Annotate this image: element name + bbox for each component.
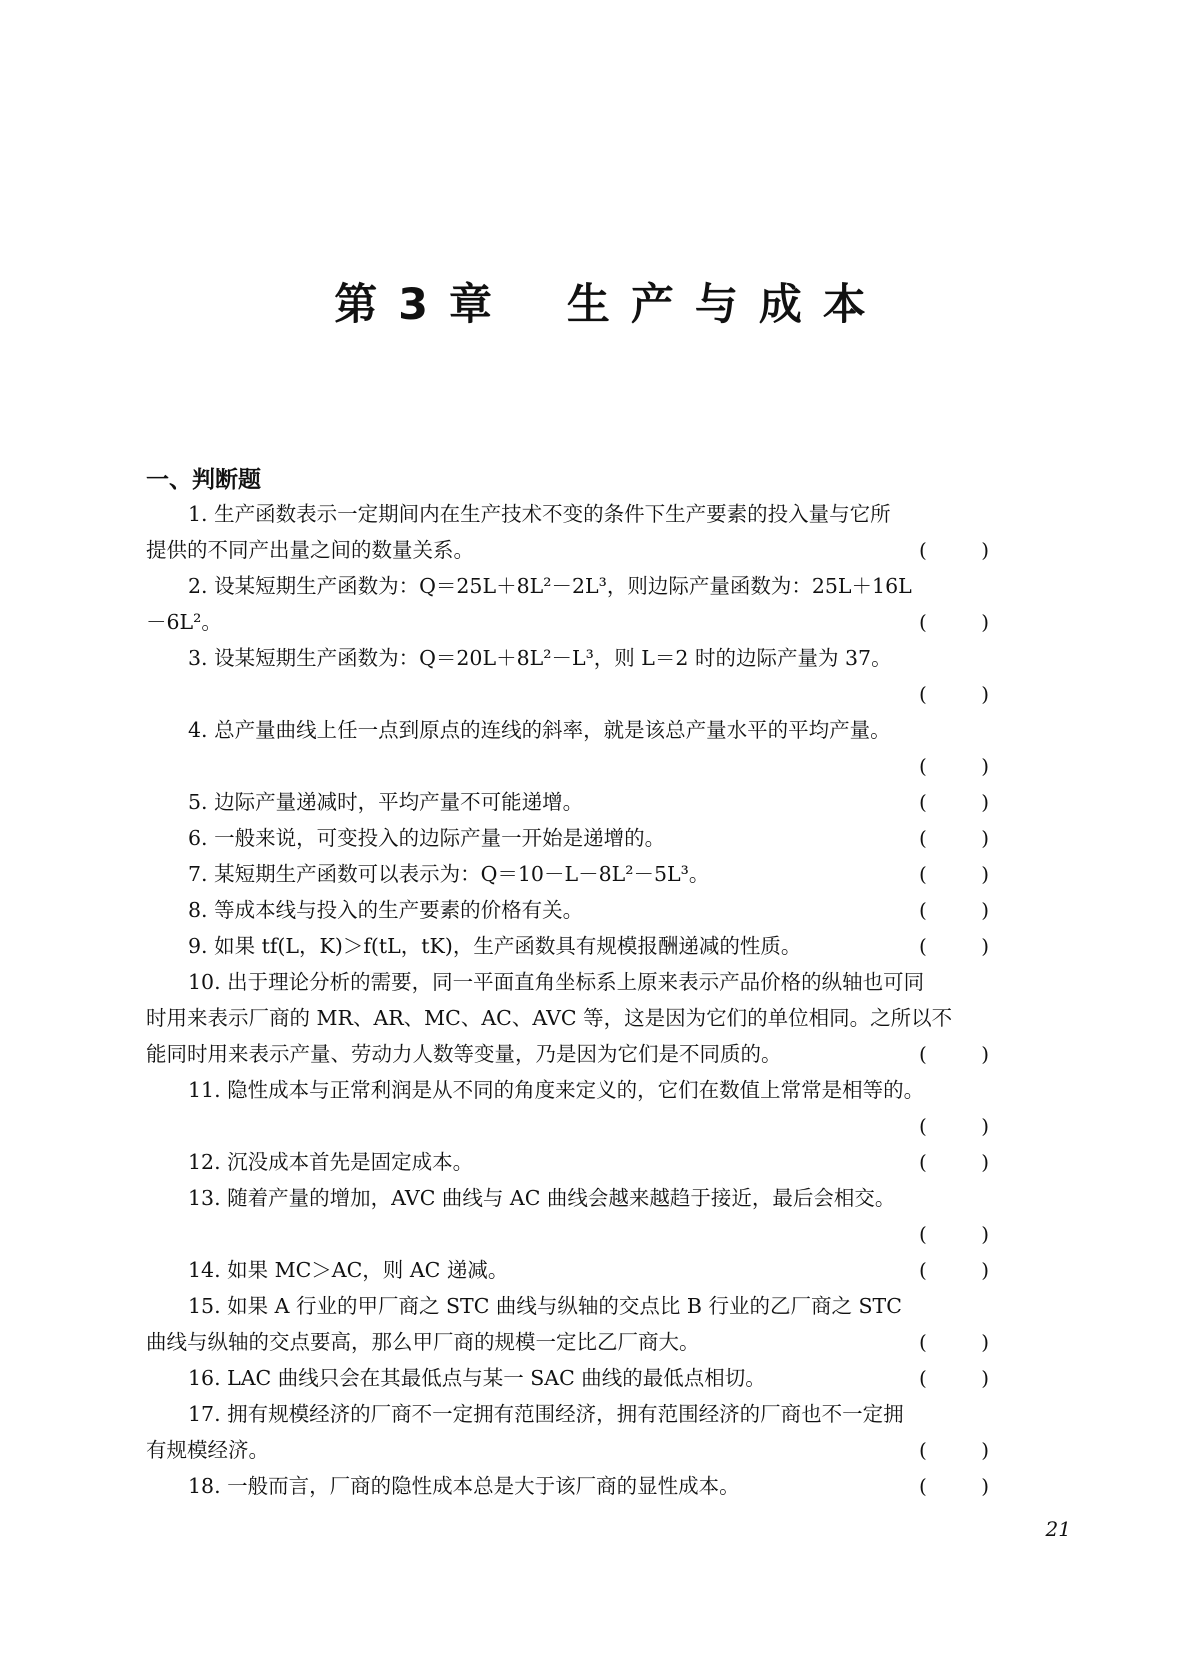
question-item [146,1468,989,1504]
question-item [146,784,989,820]
answer-paren-open: ( [919,1150,927,1174]
answer-paren-open: ( [919,1438,927,1462]
answer-paren-open: ( [919,1114,927,1138]
question-item [146,712,989,784]
answer-paren-close: ) [981,1150,989,1174]
question-item [146,1144,989,1180]
answer-blank[interactable] [919,1036,989,1072]
question-line [146,712,989,748]
answer-paren-close: ) [981,1114,989,1138]
question-line [146,676,989,712]
question-text: 17. 拥有规模经济的厂商不一定拥有范围经济，拥有范围经济的厂商也不一定拥 [188,1402,904,1426]
question-item [146,640,989,712]
question-line [146,820,989,856]
answer-paren-close: ) [981,1366,989,1390]
question-line [146,1000,989,1036]
question-text: 15. 如果 A 行业的甲厂商之 STC 曲线与纵轴的交点比 B 行业的乙厂商之 STC [188,1294,902,1318]
answer-blank[interactable] [919,784,989,820]
answer-paren-open: ( [919,826,927,850]
question-line [146,1468,989,1504]
answer-blank[interactable] [919,532,989,568]
question-text: 3. 设某短期生产函数为：Q＝20L＋8L²－L³，则 L＝2 时的边际产量为 37。 [188,646,892,670]
question-line [146,604,989,640]
answer-paren-close: ) [981,1474,989,1498]
question-line [146,748,989,784]
answer-paren-open: ( [919,1222,927,1246]
question-list [146,496,989,1504]
question-line [146,1108,989,1144]
question-text: 13. 随着产量的增加，AVC 曲线与 AC 曲线会越来越趋于接近，最后会相交。 [188,1186,896,1210]
question-line [146,1072,989,1108]
question-text: 14. 如果 MC＞AC，则 AC 递减。 [188,1258,509,1282]
answer-paren-open: ( [919,898,927,922]
question-item [146,496,989,568]
question-item [146,1288,989,1360]
answer-paren-open: ( [919,1258,927,1282]
question-text: 时用来表示厂商的 MR、AR、MC、AC、AVC 等，这是因为它们的单位相同。之所以不 [146,1006,953,1030]
answer-paren-open: ( [919,610,927,634]
question-line [146,496,989,532]
question-item [146,964,989,1072]
question-item [146,1360,989,1396]
question-item [146,820,989,856]
answer-paren-close: ) [981,610,989,634]
question-line [146,1360,989,1396]
question-text: 5. 边际产量递减时，平均产量不可能递增。 [188,790,584,814]
answer-paren-open: ( [919,754,927,778]
answer-blank[interactable] [919,1360,989,1396]
question-item [146,856,989,892]
question-line [146,1288,989,1324]
question-line [146,928,989,964]
answer-paren-close: ) [981,1042,989,1066]
question-text: 6. 一般来说，可变投入的边际产量一开始是递增的。 [188,826,666,850]
question-item [146,892,989,928]
question-text: 4. 总产量曲线上任一点到原点的连线的斜率，就是该总产量水平的平均产量。 [188,718,891,742]
question-line [146,1324,989,1360]
question-line [146,1036,989,1072]
question-line [146,784,989,820]
answer-blank[interactable] [919,748,989,784]
question-text: 2. 设某短期生产函数为：Q＝25L＋8L²－2L³，则边际产量函数为：25L＋16L [188,574,912,598]
question-text: 7. 某短期生产函数可以表示为：Q＝10－L－8L²－5L³。 [188,862,710,886]
question-line [146,1252,989,1288]
answer-blank[interactable] [919,1324,989,1360]
question-item [146,1252,989,1288]
question-line [146,1144,989,1180]
answer-blank[interactable] [919,928,989,964]
answer-paren-open: ( [919,862,927,886]
answer-paren-close: ) [981,934,989,958]
section-heading: 一、判断题 [146,467,261,494]
answer-blank[interactable] [919,820,989,856]
question-line [146,856,989,892]
question-line [146,532,989,568]
answer-blank[interactable] [919,1144,989,1180]
question-item [146,1396,989,1468]
question-text: 能同时用来表示产量、劳动力人数等变量，乃是因为它们是不同质的。 [146,1042,782,1066]
answer-paren-open: ( [919,538,927,562]
question-line [146,568,989,604]
question-item [146,568,989,640]
question-text: 提供的不同产出量之间的数量关系。 [146,538,474,562]
answer-paren-close: ) [981,898,989,922]
question-line [146,964,989,1000]
question-line [146,1180,989,1216]
question-text: 18. 一般而言，厂商的隐性成本总是大于该厂商的显性成本。 [188,1474,740,1498]
answer-blank[interactable] [919,892,989,928]
answer-paren-close: ) [981,1258,989,1282]
answer-blank[interactable] [919,1252,989,1288]
answer-paren-close: ) [981,1222,989,1246]
question-line [146,1396,989,1432]
answer-paren-close: ) [981,1438,989,1462]
answer-paren-open: ( [919,1330,927,1354]
answer-paren-open: ( [919,1474,927,1498]
question-text: 9. 如果 tf(L，K)＞f(tL，tK)，生产函数具有规模报酬递减的性质。 [188,934,802,958]
question-text: 16. LAC 曲线只会在其最低点与某一 SAC 曲线的最低点相切。 [188,1366,766,1390]
answer-blank[interactable] [919,676,989,712]
question-text: 有规模经济。 [146,1438,269,1462]
question-text: 11. 隐性成本与正常利润是从不同的角度来定义的，它们在数值上常常是相等的。 [188,1078,925,1102]
question-line [146,1216,989,1252]
answer-paren-close: ) [981,682,989,706]
question-text: 10. 出于理论分析的需要，同一平面直角坐标系上原来表示产品价格的纵轴也可同 [188,970,925,994]
question-item [146,1072,989,1144]
question-line [146,1432,989,1468]
answer-paren-open: ( [919,790,927,814]
answer-blank[interactable] [919,1216,989,1252]
answer-paren-close: ) [981,790,989,814]
question-item [146,1180,989,1252]
answer-paren-close: ) [981,862,989,886]
chapter-title: 第 3 章 生 产 与 成 本 [334,279,869,330]
question-line [146,892,989,928]
answer-blank[interactable] [919,1108,989,1144]
answer-paren-open: ( [919,934,927,958]
answer-paren-close: ) [981,754,989,778]
answer-blank[interactable] [919,856,989,892]
question-text: 1. 生产函数表示一定期间内在生产技术不变的条件下生产要素的投入量与它所 [188,502,891,526]
question-text: 曲线与纵轴的交点要高，那么甲厂商的规模一定比乙厂商大。 [146,1330,700,1354]
page-number: 21 [1045,1517,1071,1541]
question-line [146,640,989,676]
answer-paren-close: ) [981,826,989,850]
answer-paren-open: ( [919,1042,927,1066]
answer-paren-close: ) [981,1330,989,1354]
question-text: 8. 等成本线与投入的生产要素的价格有关。 [188,898,584,922]
question-item [146,928,989,964]
question-text: －6L²。 [146,610,222,634]
answer-paren-close: ) [981,538,989,562]
question-text: 12. 沉没成本首先是固定成本。 [188,1150,474,1174]
answer-blank[interactable] [919,1432,989,1468]
answer-blank[interactable] [919,604,989,640]
answer-paren-open: ( [919,682,927,706]
answer-blank[interactable] [919,1468,989,1504]
answer-paren-open: ( [919,1366,927,1390]
